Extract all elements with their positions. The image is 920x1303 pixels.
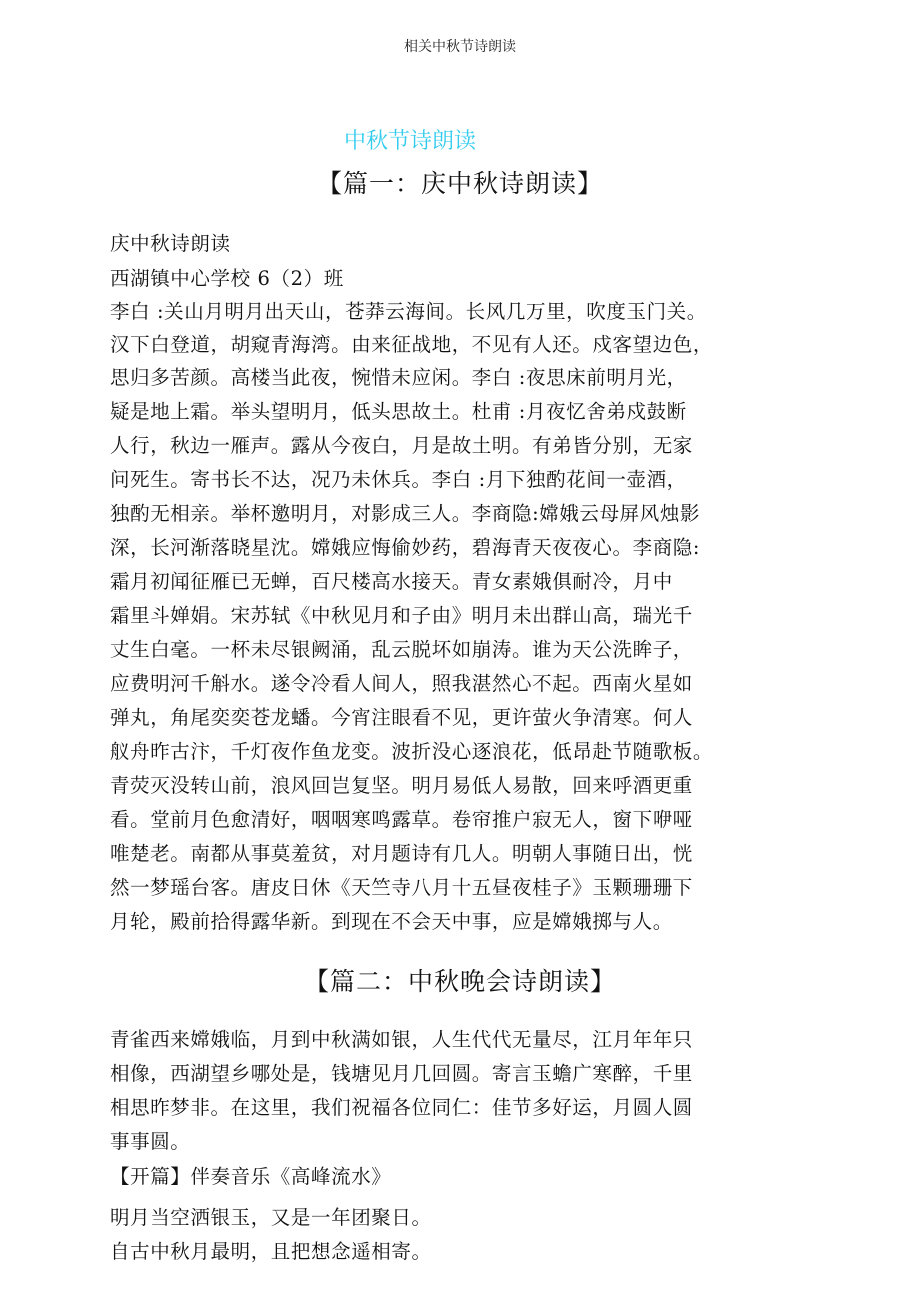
- text-line: 相思昨梦非。在这里，我们祝福各位同仁：佳节多好运，月圆人圆: [110, 1096, 693, 1119]
- text-line: 明月当空洒银玉，又是一年团聚日。: [110, 1206, 432, 1229]
- text-line: 西湖镇中心学校 6（2）班: [110, 267, 344, 290]
- text-line: 然一梦瑶台客。唐皮日休《天竺寺八月十五昼夜桂子》玉颗珊珊下: [110, 876, 693, 899]
- text-line: 丈生白毫。一杯未尽银阙涌，乱云脱坏如崩涛。谁为天公洗眸子，: [110, 638, 693, 661]
- text-line: 【开篇】伴奏音乐《高峰流水》: [110, 1165, 392, 1188]
- text-line: 看。堂前月色愈清好，咽咽寒鸣露草。卷帘推户寂无人，窗下咿哑: [110, 808, 693, 831]
- text-line: 问死生。寄书长不达，况乃未休兵。李白 :月下独酌花间一壶酒，: [110, 468, 687, 491]
- page-header: 相关中秋节诗朗读: [404, 39, 516, 55]
- text-line: 思归多苦颜。高楼当此夜，惋惜未应闲。李白 :夜思床前明月光，: [110, 366, 687, 389]
- section-one-heading: 【篇一：庆中秋诗朗读】: [316, 169, 603, 198]
- text-line: 霜里斗婵娟。宋苏轼《中秋见月和子由》明月未出群山高，瑞光千: [110, 604, 693, 627]
- text-line: 汉下白登道，胡窥青海湾。由来征战地，不见有人还。戍客望边色，: [110, 333, 714, 356]
- text-line: 李白 :关山月明月出天山，苍莽云海间。长风几万里，吹度玉门关。: [110, 300, 707, 323]
- text-line: 青荧灭没转山前，浪风回岂复坚。明月易低人易散，回来呼酒更重: [110, 774, 693, 797]
- text-line: 弹丸，角尾奕奕苍龙蟠。今宵注眼看不见，更许萤火争清寒。何人: [110, 706, 693, 729]
- text-line: 舣舟昨古汴，千灯夜作鱼龙变。波折没心逐浪花，低昂赴节随歌板。: [110, 740, 714, 763]
- text-line: 唯楚老。南都从事莫羞贫，对月题诗有几人。明朝人事随日出，恍: [110, 842, 693, 865]
- text-line: 人行，秋边一雁声。露从今夜白，月是故土明。有弟皆分别，无家: [110, 434, 693, 457]
- document-title: 中秋节诗朗读: [343, 129, 476, 154]
- text-line: 月轮，殿前拾得露华新。到现在不会天中事，应是嫦娥掷与人。: [110, 910, 673, 933]
- text-line: 青雀西来嫦娥临，月到中秋满如银，人生代代无量尽，江月年年只: [110, 1028, 693, 1051]
- text-line: 疑是地上霜。举头望明月，低头思故土。杜甫 :月夜忆舍弟戍鼓断: [110, 400, 687, 423]
- text-line: 独酌无相亲。举杯邀明月，对影成三人。李商隐:嫦娥云母屏风烛影: [110, 502, 701, 525]
- text-line: 相像，西湖望乡哪处是，钱塘见月几回圆。寄言玉蟾广寒醉，千里: [110, 1062, 693, 1085]
- text-line: 自古中秋月最明，且把想念遥相寄。: [110, 1240, 432, 1263]
- section-two-heading: 【篇二：中秋晚会诗朗读】: [303, 967, 616, 996]
- text-line: 深，长河渐落晓星沈。嫦娥应悔偷妙药，碧海青天夜夜心。李商隐:: [110, 536, 701, 559]
- text-line: 应费明河千斛水。遂令冷看人间人，照我湛然心不起。西南火星如: [110, 672, 693, 695]
- text-line: 庆中秋诗朗读: [110, 232, 231, 255]
- text-line: 霜月初闻征雁已无蝉，百尺楼高水接天。青女素娥俱耐冷，月中: [110, 570, 673, 593]
- text-line: 事事圆。: [110, 1130, 191, 1153]
